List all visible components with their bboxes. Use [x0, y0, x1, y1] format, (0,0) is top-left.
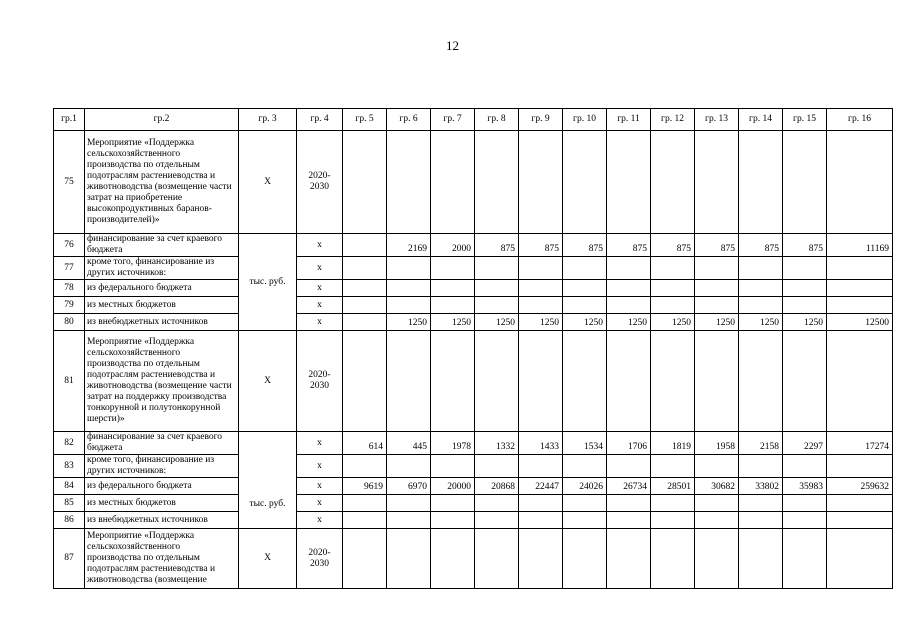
value-cell: 1433	[519, 432, 563, 455]
header-cell: гр. 10	[563, 109, 607, 131]
row-number: 84	[54, 478, 85, 495]
row-number: 86	[54, 512, 85, 529]
value-cell: 1250	[387, 314, 431, 331]
value-cell: 24026	[563, 478, 607, 495]
value-cell: 445	[387, 432, 431, 455]
unit-cell: тыс. руб.	[239, 432, 297, 529]
row-number: 79	[54, 297, 85, 314]
value-cell: 35983	[783, 478, 827, 495]
row-description: из внебюджетных источников	[85, 314, 239, 331]
table-row	[54, 455, 893, 478]
table-row	[54, 234, 893, 257]
header-cell: гр. 9	[519, 109, 563, 131]
header-cell: гр. 4	[297, 109, 343, 131]
table-row	[54, 314, 893, 331]
table-row	[54, 432, 893, 455]
unit-cell: Х	[239, 529, 297, 589]
row-description: из местных бюджетов	[85, 495, 239, 512]
header-cell: гр. 11	[607, 109, 651, 131]
value-cell	[343, 234, 387, 257]
row-number: 80	[54, 314, 85, 331]
row-number: 78	[54, 280, 85, 297]
unit-cell: Х	[239, 131, 297, 234]
value-cell: 17274	[827, 432, 893, 455]
value-cell: 1534	[563, 432, 607, 455]
period-cell: х	[297, 314, 343, 331]
value-cell: 875	[695, 234, 739, 257]
value-cell: 875	[519, 234, 563, 257]
unit-cell: тыс. руб.	[239, 234, 297, 331]
row-description: кроме того, финансирование из других источников:	[85, 257, 239, 280]
header-cell: гр. 3	[239, 109, 297, 131]
header-cell: гр. 5	[343, 109, 387, 131]
value-cell: 22447	[519, 478, 563, 495]
value-cell: 6970	[387, 478, 431, 495]
value-cell: 875	[475, 234, 519, 257]
table-row	[54, 512, 893, 529]
row-description: Мероприятие «Поддержка сельскохозяйственного производства по отдельным подотраслям растениеводства и животноводства (возмещение	[85, 529, 239, 589]
value-cell: 1819	[651, 432, 695, 455]
value-cell: 12500	[827, 314, 893, 331]
row-number: 75	[54, 131, 85, 234]
table-row	[54, 529, 893, 589]
value-cell: 1250	[475, 314, 519, 331]
period-cell: 2020-2030	[297, 131, 343, 234]
value-cell: 11169	[827, 234, 893, 257]
table-row	[54, 257, 893, 280]
table-row	[54, 331, 893, 432]
table-row	[54, 131, 893, 234]
table-header-row	[54, 109, 893, 131]
value-cell: 2158	[739, 432, 783, 455]
period-cell: х	[297, 512, 343, 529]
header-cell: гр.1	[54, 109, 85, 131]
header-cell: гр. 15	[783, 109, 827, 131]
period-cell: х	[297, 455, 343, 478]
value-cell: 1250	[783, 314, 827, 331]
row-description: Мероприятие «Поддержка сельскохозяйственного производства по отдельным подотраслям растениеводства и животноводства (возмещение части затрат на поддержку производства тонкорунной и полутонкорунной шерсти)»	[85, 331, 239, 432]
table-row	[54, 280, 893, 297]
row-number: 76	[54, 234, 85, 257]
header-cell: гр. 14	[739, 109, 783, 131]
header-cell: гр.2	[85, 109, 239, 131]
period-cell: х	[297, 257, 343, 280]
row-number: 82	[54, 432, 85, 455]
row-description: из внебюджетных источников	[85, 512, 239, 529]
value-cell: 28501	[651, 478, 695, 495]
value-cell: 259632	[827, 478, 893, 495]
value-cell	[343, 314, 387, 331]
value-cell: 1958	[695, 432, 739, 455]
value-cell: 1250	[739, 314, 783, 331]
value-cell: 875	[739, 234, 783, 257]
value-cell: 1978	[431, 432, 475, 455]
table-row	[54, 478, 893, 495]
value-cell: 9619	[343, 478, 387, 495]
table-row	[54, 495, 893, 512]
period-cell: х	[297, 280, 343, 297]
row-number: 77	[54, 257, 85, 280]
value-cell: 875	[563, 234, 607, 257]
value-cell: 1250	[519, 314, 563, 331]
row-number: 85	[54, 495, 85, 512]
value-cell: 20868	[475, 478, 519, 495]
row-description: из федерального бюджета	[85, 478, 239, 495]
row-description: финансирование за счет краевого бюджета	[85, 234, 239, 257]
value-cell: 33802	[739, 478, 783, 495]
period-cell: 2020-2030	[297, 529, 343, 589]
value-cell: 1250	[695, 314, 739, 331]
header-cell: гр. 16	[827, 109, 893, 131]
value-cell: 1706	[607, 432, 651, 455]
value-cell: 20000	[431, 478, 475, 495]
row-description: из федерального бюджета	[85, 280, 239, 297]
value-cell: 2000	[431, 234, 475, 257]
row-description: из местных бюджетов	[85, 297, 239, 314]
value-cell: 2169	[387, 234, 431, 257]
value-cell: 26734	[607, 478, 651, 495]
row-description: Мероприятие «Поддержка сельскохозяйственного производства по отдельным подотраслям растениеводства и животноводства (возмещение части затрат на приобретение высокопродуктивных баранов-производителей)»	[85, 131, 239, 234]
table-row	[54, 297, 893, 314]
value-cell: 875	[607, 234, 651, 257]
row-description: кроме того, финансирование из других источников:	[85, 455, 239, 478]
period-cell: х	[297, 234, 343, 257]
header-cell: гр. 8	[475, 109, 519, 131]
value-cell: 1250	[431, 314, 475, 331]
period-cell: х	[297, 297, 343, 314]
value-cell: 1250	[563, 314, 607, 331]
row-number: 81	[54, 331, 85, 432]
period-cell: х	[297, 432, 343, 455]
value-cell: 875	[783, 234, 827, 257]
value-cell: 1250	[607, 314, 651, 331]
row-description: финансирование за счет краевого бюджета	[85, 432, 239, 455]
page-number: 12	[446, 38, 459, 53]
value-cell: 2297	[783, 432, 827, 455]
row-number: 83	[54, 455, 85, 478]
budget-table	[53, 108, 893, 589]
row-number: 87	[54, 529, 85, 589]
header-cell: гр. 12	[651, 109, 695, 131]
value-cell: 30682	[695, 478, 739, 495]
header-cell: гр. 13	[695, 109, 739, 131]
value-cell: 614	[343, 432, 387, 455]
period-cell: х	[297, 495, 343, 512]
period-cell: 2020-2030	[297, 331, 343, 432]
value-cell: 1250	[651, 314, 695, 331]
header-cell: гр. 6	[387, 109, 431, 131]
unit-cell: Х	[239, 331, 297, 432]
period-cell: х	[297, 478, 343, 495]
value-cell: 1332	[475, 432, 519, 455]
value-cell: 875	[651, 234, 695, 257]
header-cell: гр. 7	[431, 109, 475, 131]
